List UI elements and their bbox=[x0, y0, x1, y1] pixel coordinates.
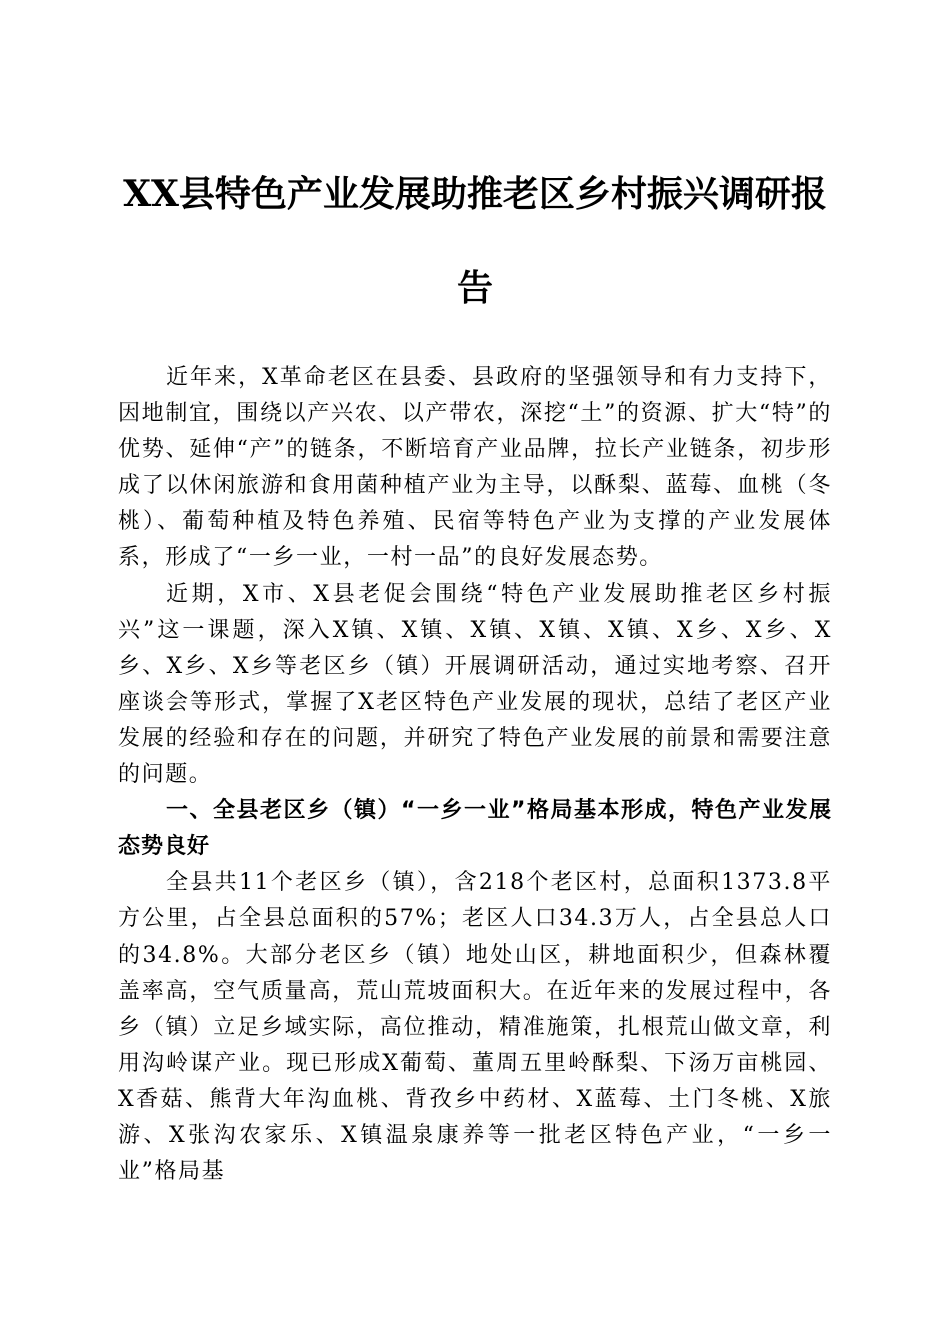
intro-paragraph-2: 近期，X市、X县老促会围绕“特色产业发展助推老区乡村振兴”这一课题，深入X镇、X镇、X镇、X镇、X镇、X乡、X乡、X乡、X乡、X乡等老区乡（镇）开展调研活动，通过实地考察、召开座谈会等形式，掌握了X老区特色产业发展的现状，总结了老区产业发展的经验和存在的问题，并研究了特色产业发展的前景和需要注意的问题。 bbox=[118, 581, 832, 788]
intro-paragraph-1: 近年来，X革命老区在县委、县政府的坚强领导和有力支持下，因地制宜，围绕以产兴农、以产带农，深挖“土”的资源、扩大“特”的优势、延伸“产”的链条，不断培育产业品牌，拉长产业链条，初步形成了以休闲旅游和食用菌种植产业为主导，以酥梨、蓝莓、血桃（冬桃）、葡萄种植及特色养殖、民宿等特色产业为支撑的产业发展体系，形成了“一乡一业，一村一品”的良好发展态势。 bbox=[118, 365, 832, 571]
section-heading-1: 一、全县老区乡（镇）“一乡一业”格局基本形成，特色产业发展态势良好 bbox=[118, 798, 832, 860]
title-line-1: XX县特色产业发展助推老区乡村振兴调研报 bbox=[123, 173, 827, 215]
document-body bbox=[118, 360, 832, 1190]
document-title bbox=[118, 168, 832, 314]
title-line-2: 告 bbox=[456, 267, 493, 309]
section-paragraph-1: 全县共11个老区乡（镇），含218个老区村，总面积1373.8平方公里，占全县总面积的57%；老区人口34.3万人，占全县总人口的34.8%。大部分老区乡（镇）地处山区，耕地面积少，但森林覆盖率高，空气质量高，荒山荒坡面积大。在近年来的发展过程中，各乡（镇）立足乡域实际，高位推动，精准施策，扎根荒山做文章，利用沟岭谋产业。现已形成X葡萄、董周五里岭酥梨、下汤万亩桃园、X香菇、熊背大年沟血桃、背孜乡中药材、X蓝莓、土门冬桃、X旅游、X张沟农家乐、X镇温泉康养等一批老区特色产业，“一乡一业”格局基 bbox=[118, 870, 832, 1185]
